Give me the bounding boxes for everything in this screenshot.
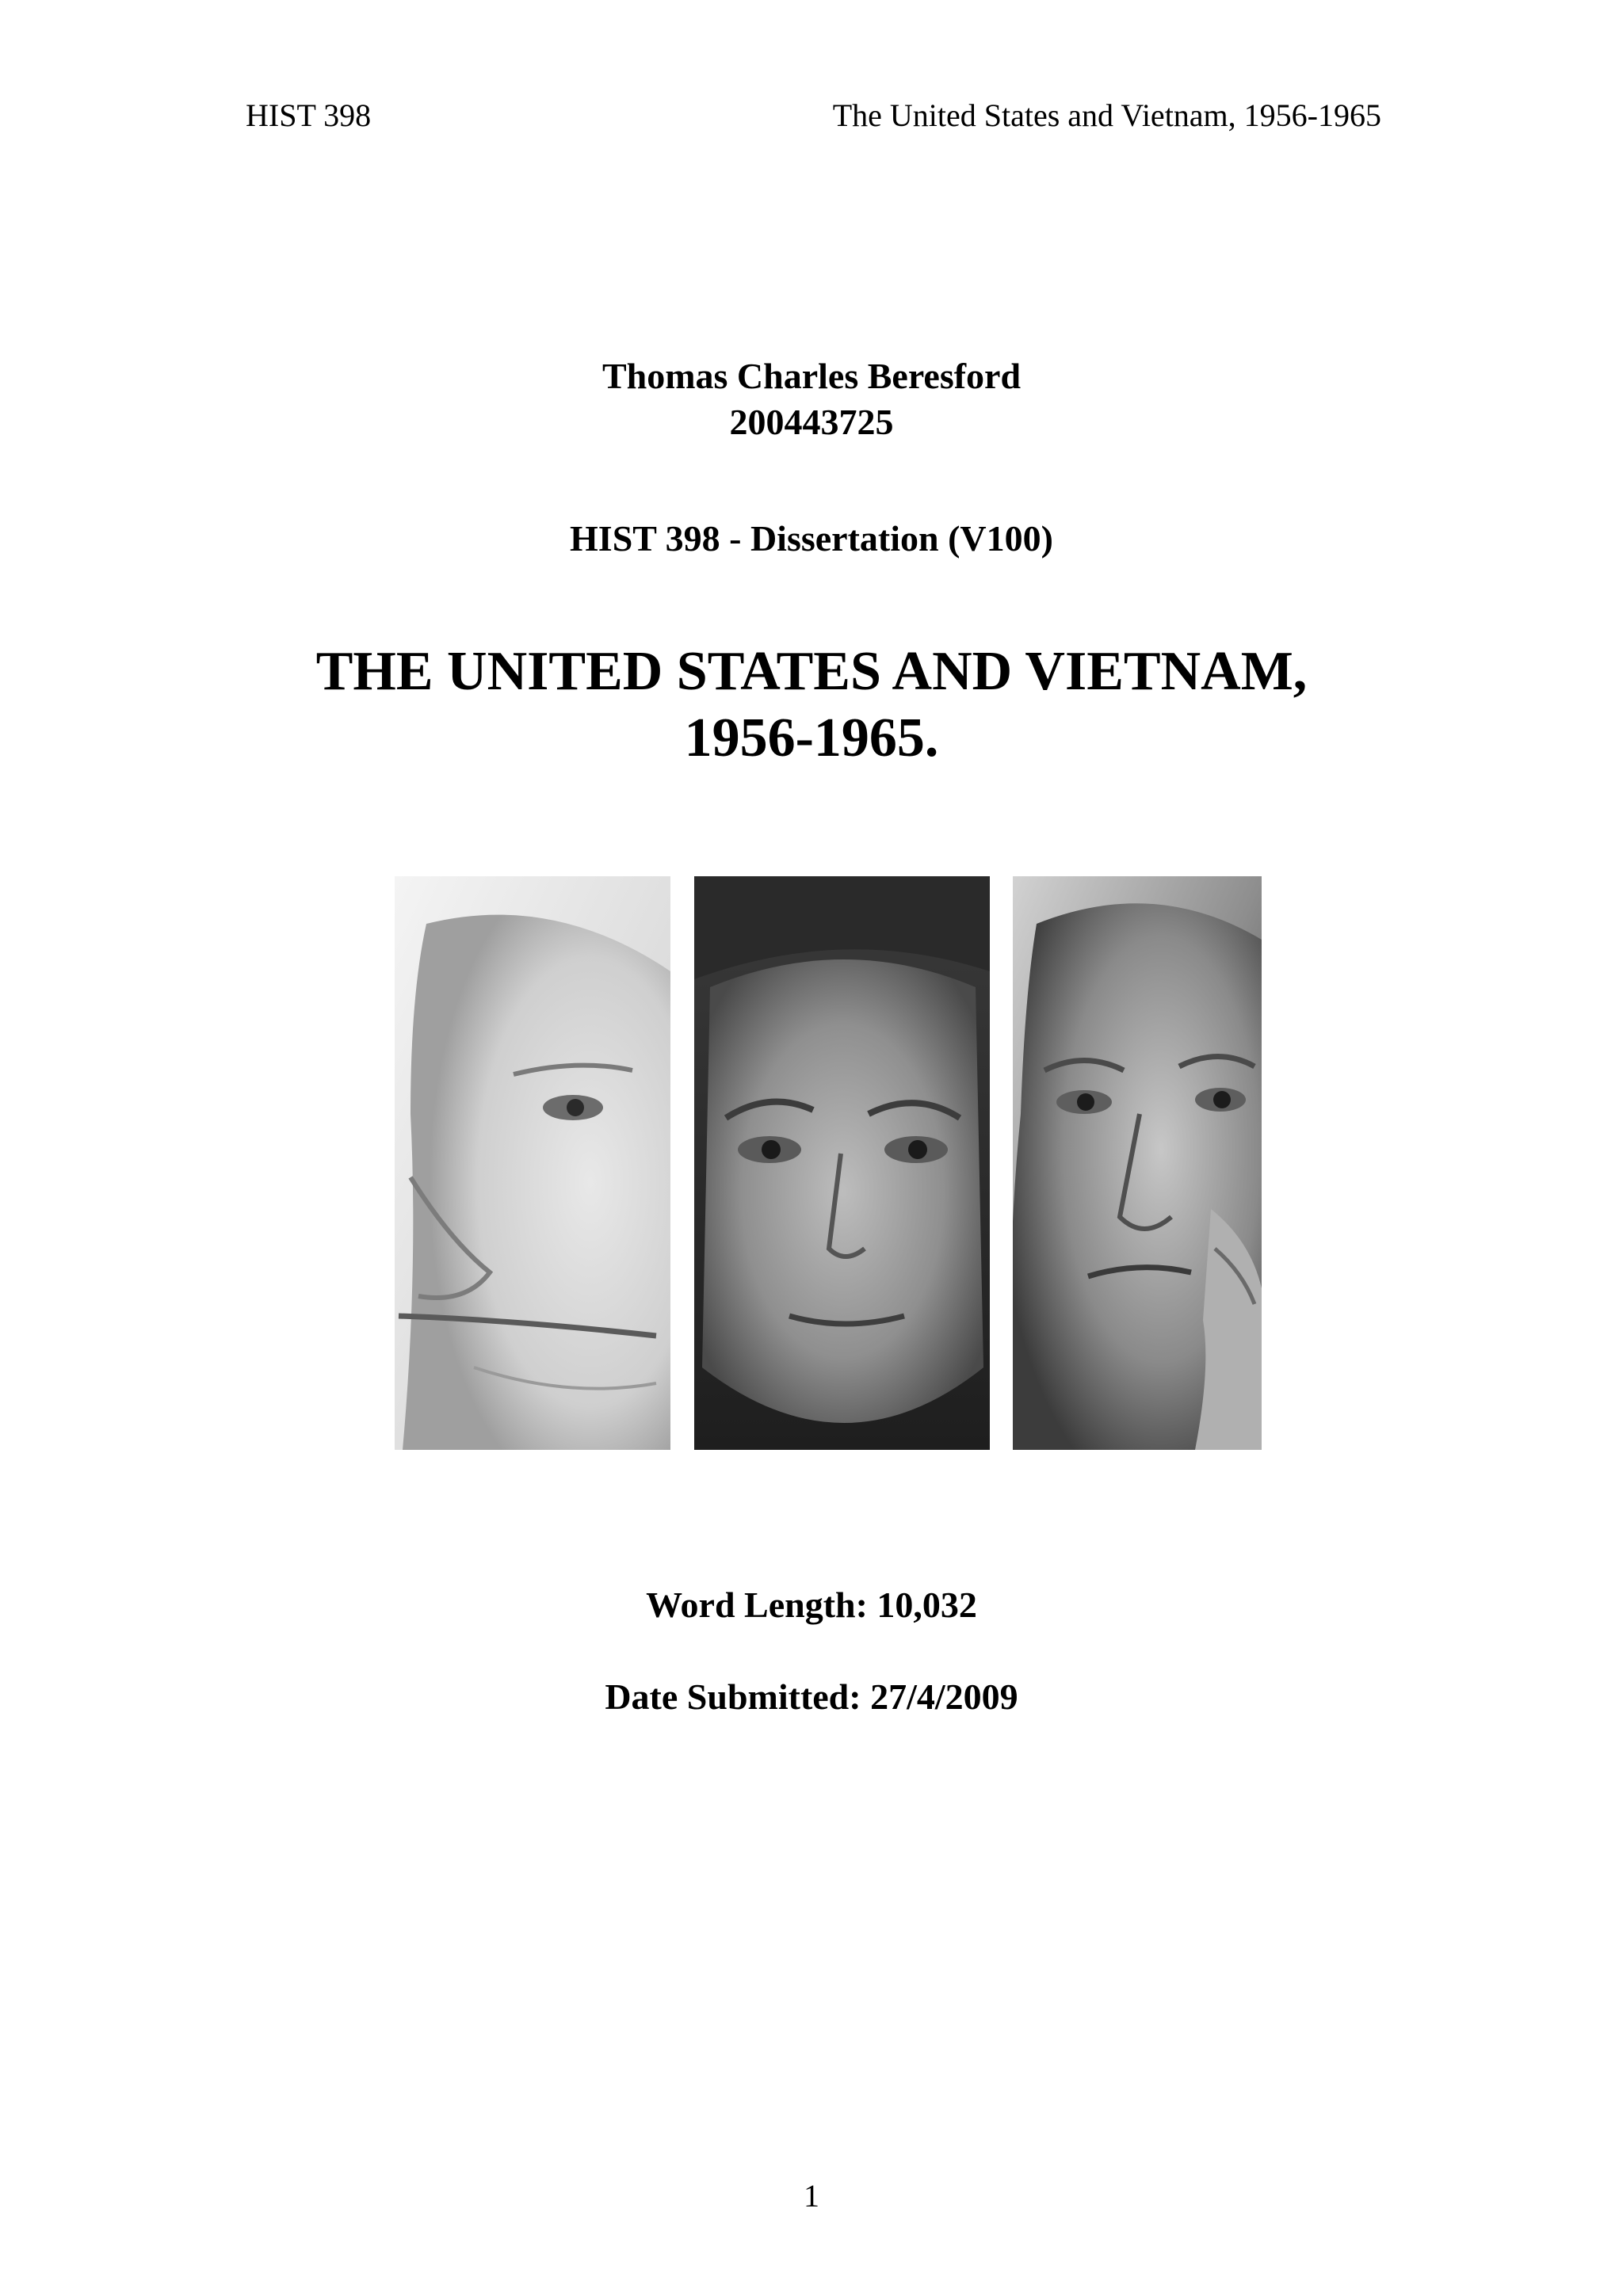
portrait-image-1 <box>395 876 670 1450</box>
page-number: 1 <box>804 2178 819 2214</box>
running-header-left: HIST 398 <box>246 97 372 133</box>
date-submitted: Date Submitted: 27/4/2009 <box>605 1676 1018 1717</box>
word-length: Word Length: 10,032 <box>646 1585 977 1625</box>
document-title <box>0 639 1623 772</box>
student-id: 200443725 <box>729 402 894 442</box>
portrait-1-graphic <box>395 876 670 1450</box>
portrait-image-2 <box>694 876 990 1450</box>
author-name: Thomas Charles Beresford <box>601 356 1022 396</box>
module-title: HIST 398 - Dissertation (V100) <box>570 518 1053 559</box>
title-line-1: THE UNITED STATES AND VIETNAM, <box>315 641 1308 702</box>
running-header-right: The United States and Vietnam, 1956-1965 <box>832 97 1381 133</box>
portrait-strip <box>395 876 1262 1450</box>
portrait-3-graphic <box>1013 876 1262 1450</box>
author-block <box>0 353 1623 445</box>
portrait-image-3 <box>1013 876 1262 1450</box>
portrait-2-graphic <box>694 876 990 1450</box>
title-line-2: 1956-1965. <box>684 707 939 769</box>
